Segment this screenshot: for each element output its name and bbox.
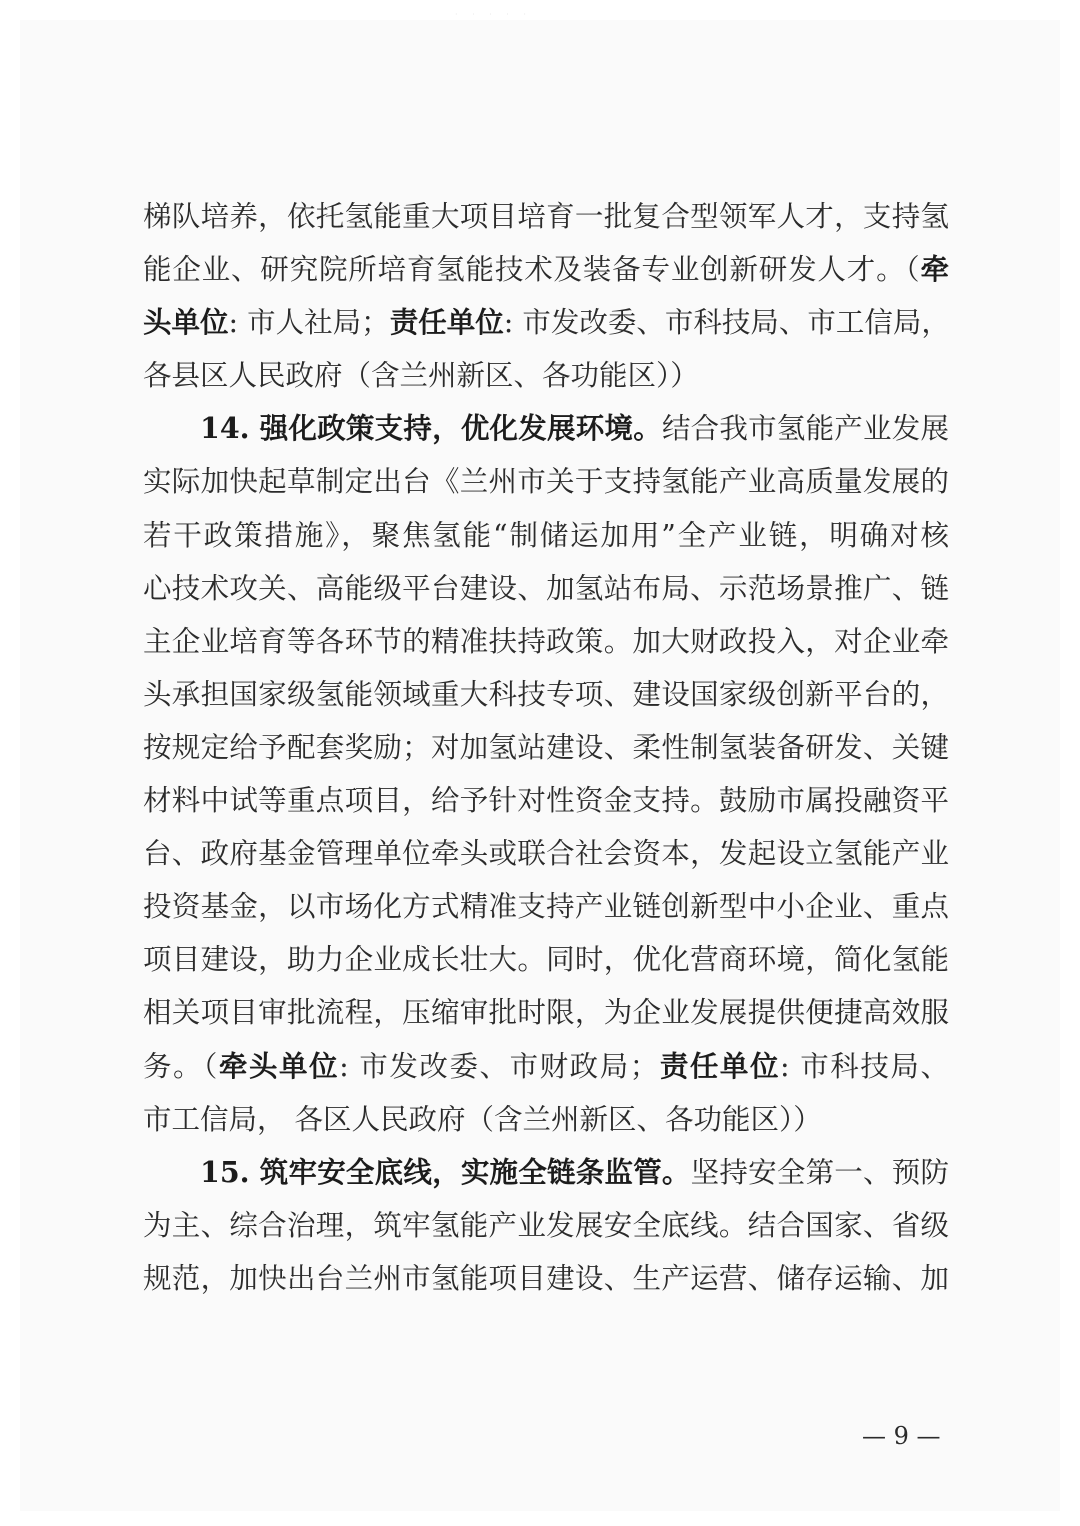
line-text: 结合我市氢能产业发展 [661, 412, 949, 446]
text-line [143, 509, 949, 562]
text-line [143, 243, 949, 296]
document-body [143, 190, 949, 1305]
text-line [143, 1199, 949, 1252]
text-line [143, 562, 949, 615]
text-line [143, 349, 949, 402]
text-line [143, 880, 949, 933]
page-number: — 9 — [862, 1422, 941, 1450]
text-line [143, 827, 949, 880]
paragraph-15 [143, 1146, 949, 1305]
text-line [143, 721, 949, 774]
text-line [143, 402, 949, 455]
text-line [143, 1252, 949, 1305]
line-text: 头承担国家级氢能领域重大科技专项、建设国家级创新平台的， [143, 677, 949, 711]
text-line [143, 1040, 949, 1093]
line-text: 务。（ [143, 1049, 219, 1083]
responsible-unit-label: 责任单位 [389, 305, 504, 340]
line-text: 材料中试等重点项目，给予针对性资金支持。鼓励市属投融资平 [143, 784, 949, 818]
lead-unit-value: : 市发改委、市财政局； [339, 1049, 659, 1083]
line-text: 按规定给予配套奖励；对加氢站建设、柔性制氢装备研发、关键 [143, 730, 949, 764]
text-line [143, 986, 949, 1039]
text-line [143, 668, 949, 721]
text-line [143, 296, 949, 349]
text-line [143, 455, 949, 508]
line-text: 相关项目审批流程，压缩审批时限，为企业发展提供便捷高效服 [143, 996, 949, 1030]
line-text: 实际加快起草制定出台《兰州市关于支持氢能产业高质量发展的 [143, 465, 949, 499]
section-heading-14: 14. 强化政策支持，优化发展环境。 [200, 411, 662, 446]
line-text: 项目建设，助力企业成长壮大。同时，优化营商环境，简化氢能 [143, 943, 949, 977]
paragraph-14 [143, 402, 949, 1145]
text-line [143, 1146, 949, 1199]
line-text: 能企业、研究院所培育氢能技术及装备专业创新研发人才。（ [143, 253, 921, 287]
line-text: 心技术攻关、高能级平台建设、加氢站布局、示范场景推广、链 [143, 571, 949, 605]
section-heading-15: 15. 筑牢安全底线，实施全链条监管。 [200, 1154, 691, 1189]
text-line [143, 190, 949, 243]
text-line [143, 774, 949, 827]
line-text: 投资基金，以市场化方式精准支持产业链创新型中小企业、重点 [143, 890, 949, 924]
text-line [143, 1093, 949, 1146]
line-text: 市工信局， 各区人民政府（含兰州新区、各功能区）） [143, 1102, 822, 1136]
responsible-unit-label: 责任单位 [658, 1048, 781, 1083]
line-text: 台、政府基金管理单位牵头或联合社会资本，发起设立氢能产业 [143, 837, 949, 871]
lead-unit-label-part: 牵 [920, 252, 949, 287]
responsible-unit-value: : 市科技局、 [780, 1049, 949, 1083]
lead-unit-label: 牵头单位 [218, 1048, 340, 1083]
faint-header-mark: · · · · · [455, 10, 532, 19]
lead-unit-label: 头单位 [143, 305, 229, 340]
line-text: 规范，加快出台兰州市氢能项目建设、生产运营、储存运输、加 [143, 1261, 949, 1295]
line-text: 若干政策措施》，聚焦氢能“制储运加用”全产业链，明确对核 [143, 518, 949, 552]
line-text: 为主、综合治理，筑牢氢能产业发展安全底线。结合国家、省级 [143, 1208, 949, 1242]
line-text: 坚持安全第一、预防 [690, 1155, 949, 1189]
responsible-unit-value: : 市发改委、市科技局、市工信局， [503, 306, 950, 340]
paragraph-13-continued [143, 190, 949, 402]
line-text: 各县区人民政府（含兰州新区、各功能区）） [143, 359, 699, 393]
text-line [143, 615, 949, 668]
line-text: 梯队培养，依托氢能重大项目培育一批复合型领军人才，支持氢 [143, 200, 949, 233]
lead-unit-value: : 市人社局； [228, 306, 390, 340]
line-text: 主企业培育等各环节的精准扶持政策。加大财政投入，对企业牵 [143, 624, 949, 658]
text-line [143, 933, 949, 986]
